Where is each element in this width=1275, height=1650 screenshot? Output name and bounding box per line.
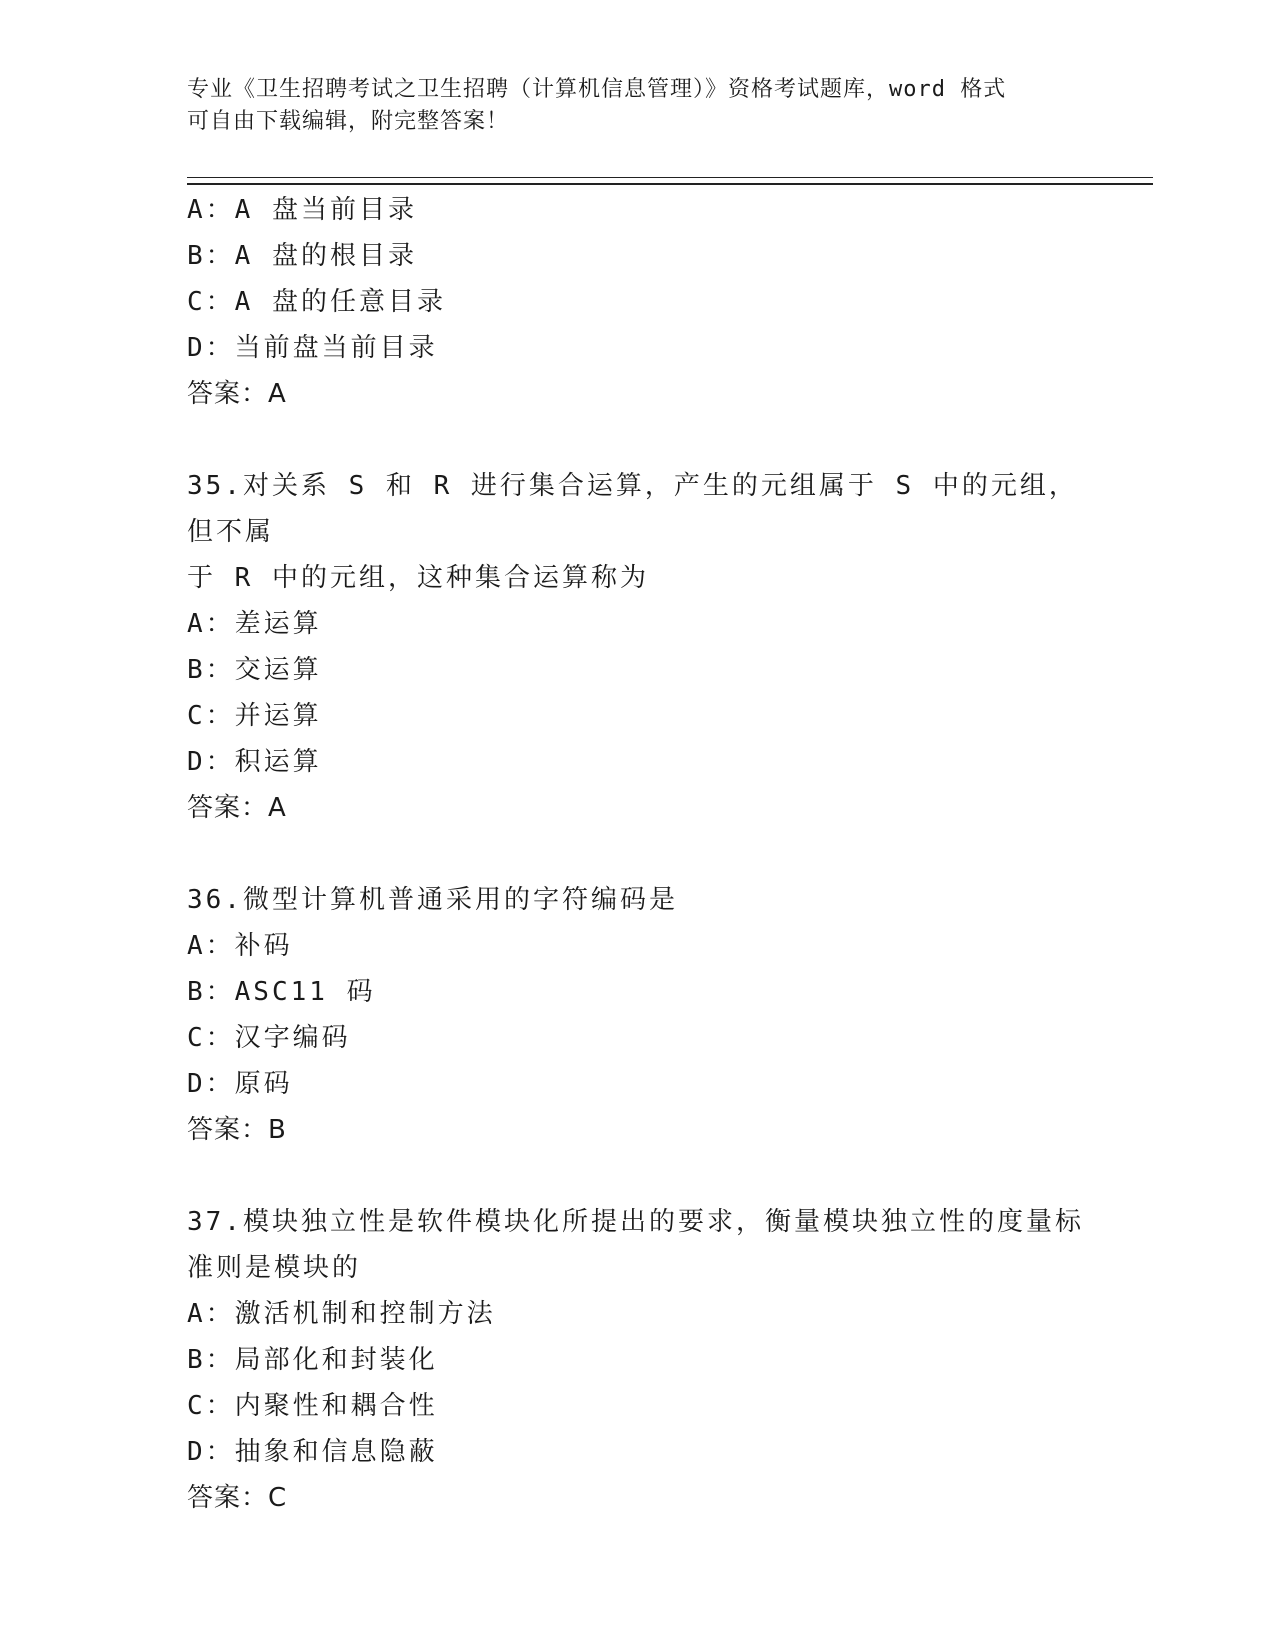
- option-d: D：积运算: [187, 747, 322, 777]
- option-c: C：内聚性和耦合性: [187, 1391, 438, 1421]
- question-stem-line-1: 35.对关系 S 和 R 进行集合运算，产生的元组属于 S 中的元组，但不属: [187, 471, 1078, 547]
- question-stem: [187, 463, 1087, 601]
- header-line-2: 可自由下载编辑，附完整答案！: [187, 109, 510, 134]
- option-c: C：并运算: [187, 701, 322, 731]
- option-a: A：A 盘当前目录: [187, 195, 417, 225]
- option-c: C：汉字编码: [187, 1023, 351, 1053]
- document-header: [187, 74, 1067, 138]
- header-line-1: 专业《卫生招聘考试之卫生招聘（计算机信息管理）》资格考试题库，word 格式: [187, 77, 1007, 102]
- option-b: B：A 盘的根目录: [187, 241, 417, 271]
- option-d: D：抽象和信息隐蔽: [187, 1437, 438, 1467]
- question-35: [187, 463, 1087, 831]
- option-b: B：ASC11 码: [187, 977, 376, 1007]
- question-stem-line-2: 准则是模块的: [187, 1253, 362, 1283]
- option-b: B：局部化和封装化: [187, 1345, 438, 1375]
- option-d: D：原码: [187, 1069, 293, 1099]
- document-body: [187, 187, 1087, 1521]
- answer: 答案：A: [187, 793, 287, 823]
- question-stem-line-1: 37.模块独立性是软件模块化所提出的要求，衡量模块独立性的度量标: [187, 1207, 1084, 1237]
- option-d: D：当前盘当前目录: [187, 333, 438, 363]
- option-b: B：交运算: [187, 655, 322, 685]
- header-divider: [187, 177, 1153, 185]
- answer: 答案：A: [187, 379, 287, 409]
- question-stem: [187, 877, 1087, 923]
- option-a: A：差运算: [187, 609, 322, 639]
- question-stem: [187, 1199, 1087, 1291]
- question-36: [187, 877, 1087, 1153]
- option-a: A：激活机制和控制方法: [187, 1299, 496, 1329]
- option-a: A：补码: [187, 931, 293, 961]
- question-37: [187, 1199, 1087, 1521]
- question-34-continued: [187, 187, 1087, 417]
- option-c: C：A 盘的任意目录: [187, 287, 446, 317]
- question-stem-line-2: 于 R 中的元组，这种集合运算称为: [187, 563, 649, 593]
- answer: 答案：B: [187, 1115, 287, 1145]
- answer: 答案：C: [187, 1483, 288, 1513]
- question-stem-line-1: 36.微型计算机普通采用的字符编码是: [187, 885, 678, 915]
